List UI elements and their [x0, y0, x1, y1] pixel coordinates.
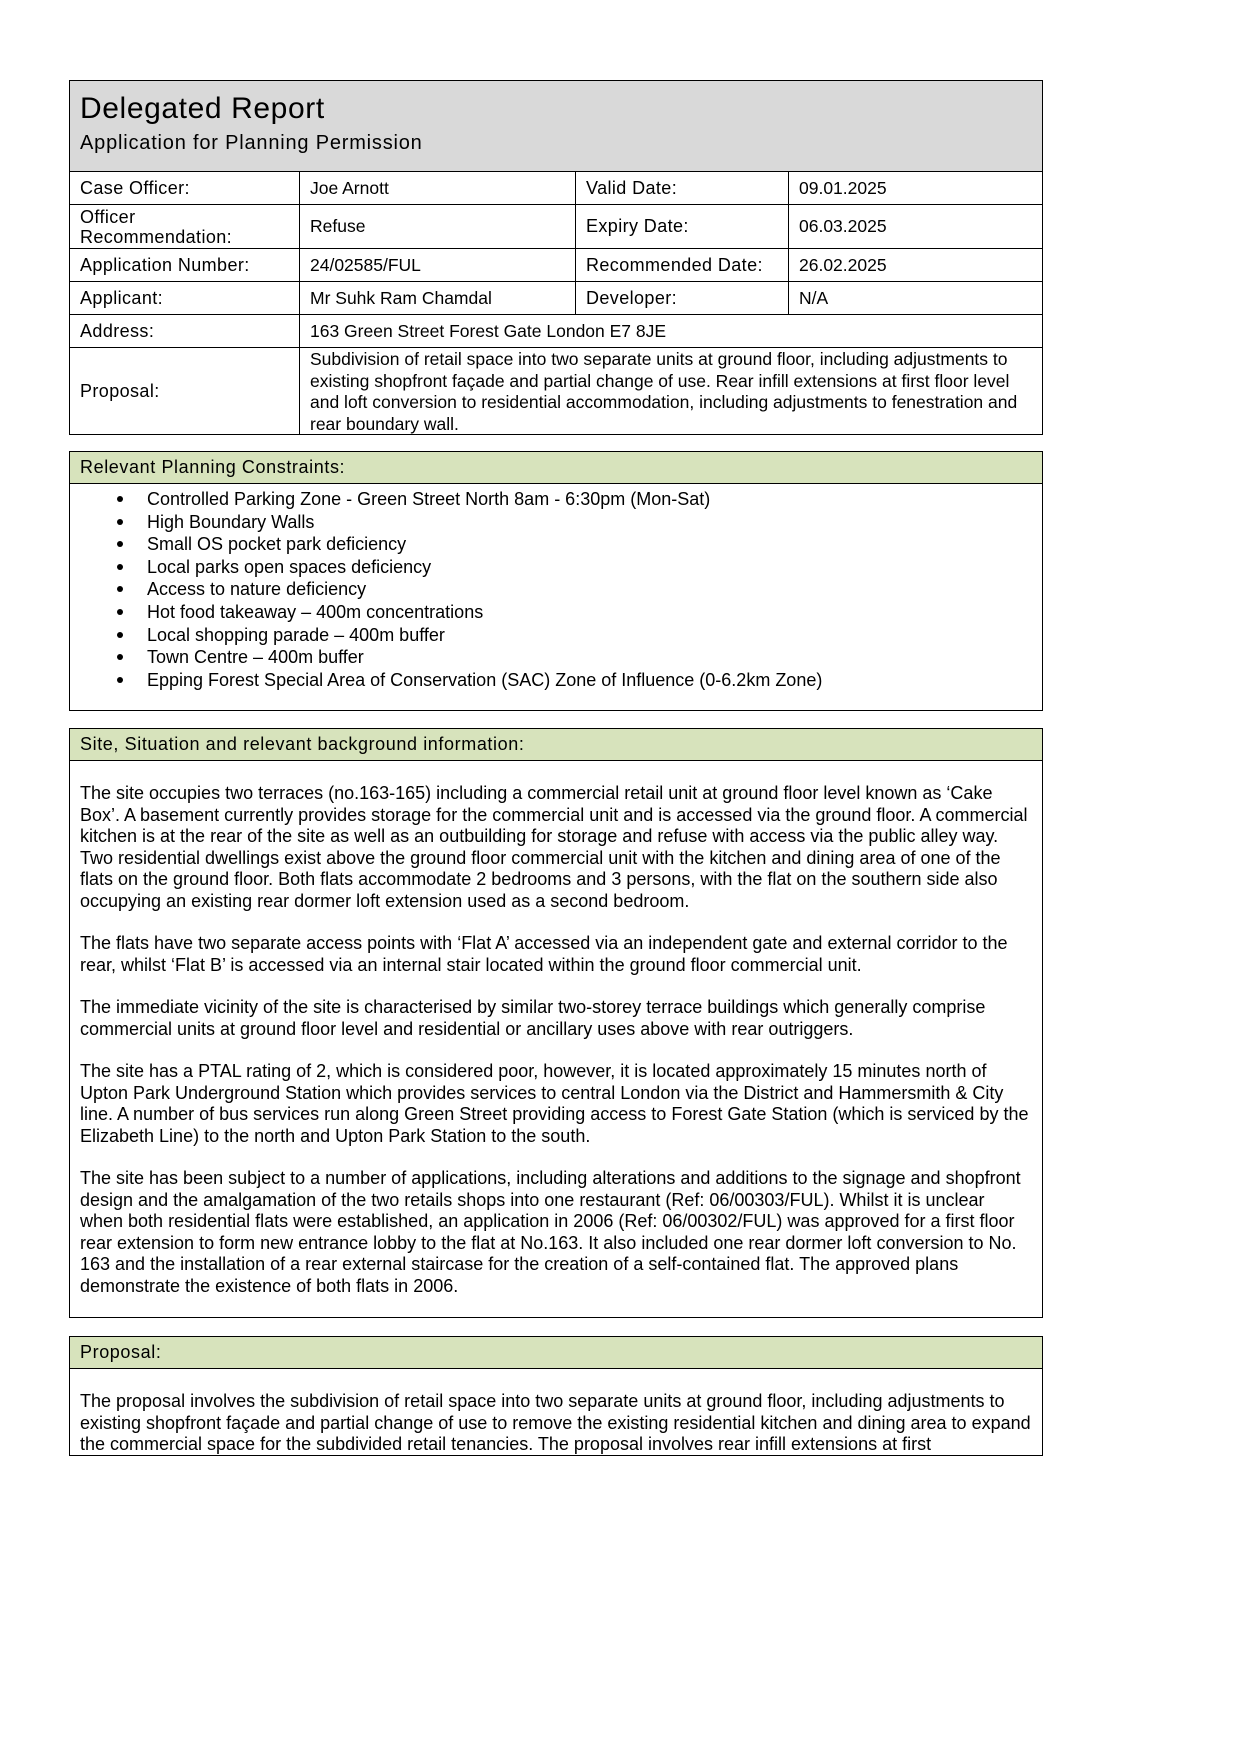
details-row-case-officer — [70, 172, 1042, 205]
valid-date-label: Valid Date: — [576, 172, 789, 204]
application-number-value: 24/02585/FUL — [300, 249, 576, 281]
bullet-icon — [117, 541, 123, 547]
constraint-item: Access to nature deficiency — [70, 578, 1042, 601]
case-officer-label: Case Officer: — [70, 172, 300, 204]
bullet-icon — [117, 586, 123, 592]
developer-value: N/A — [799, 287, 829, 308]
report-details-table — [69, 80, 1043, 435]
address-label: Address: — [70, 315, 300, 347]
proposal-body — [70, 1369, 1042, 1456]
valid-date-value: 09.01.2025 — [799, 177, 887, 198]
bullet-icon — [117, 519, 123, 525]
details-row-address — [70, 315, 1042, 348]
expiry-date-value: 06.03.2025 — [799, 216, 887, 236]
constraints-section — [69, 451, 1043, 711]
constraint-item: Small OS pocket park deficiency — [70, 533, 1042, 556]
constraint-item: High Boundary Walls — [70, 511, 1042, 534]
applicant-label: Applicant: — [70, 282, 300, 314]
expiry-date-label: Expiry Date: — [576, 205, 789, 248]
site-paragraph: The flats have two separate access points with ‘Flat A’ accessed via an independent gate and external corridor to the rear, whilst ‘Flat B’ is accessed via an internal stair located within the ground floor commercial unit. — [80, 933, 1008, 975]
details-row-applicant — [70, 282, 1042, 315]
bullet-icon — [117, 609, 123, 615]
constraints-list — [70, 484, 1042, 691]
bullet-icon — [117, 654, 123, 660]
proposal-value: Subdivision of retail space into two separate units at ground floor, including adjustments to existing shopfront façade and partial change of use. Rear infill extensions at first floor level and loft conversion to residential accommodation, including adjustments to fenestration and rear boundary wall. — [310, 349, 1018, 434]
page-title: Delegated Report — [80, 92, 325, 125]
recommended-date-label: Recommended Date: — [576, 249, 789, 281]
case-officer-value: Joe Arnott — [300, 172, 576, 204]
developer-label: Developer: — [576, 282, 789, 314]
proposal-section — [69, 1336, 1043, 1456]
proposal-paragraph: The proposal involves the subdivision of retail space into two separate units at ground floor, including adjustments to existing shopfront façade and partial change of use to remove the existing residential kitchen and dining area to expand the commercial space for the subdivided retail tenancies. The proposal involves rear infill extensions at first — [80, 1391, 1031, 1454]
constraint-item: Controlled Parking Zone - Green Street North 8am - 6:30pm (Mon-Sat) — [70, 488, 1042, 511]
constraint-item: Epping Forest Special Area of Conservation (SAC) Zone of Influence (0-6.2km Zone) — [70, 669, 1042, 692]
recommended-date-value: 26.02.2025 — [799, 254, 887, 275]
delegated-report-page — [69, 80, 1043, 1454]
site-paragraph: The site has a PTAL rating of 2, which is considered poor, however, it is located approximately 15 minutes north of Upton Park Underground Station which provides services to central London via the District and Hammersmith & City line. A number of bus services run along Green Street providing access to Forest Gate Station (which is serviced by the Elizabeth Line) to the north and Upton Park Station to the south. — [80, 1061, 1029, 1146]
report-title-bar — [70, 81, 1042, 172]
site-paragraph: The immediate vicinity of the site is characterised by similar two-storey terrace buildings which generally comprise commercial units at ground floor level and residential or ancillary uses above with rear outriggers. — [80, 997, 986, 1039]
details-row-proposal — [70, 348, 1042, 434]
constraint-item: Local parks open spaces deficiency — [70, 556, 1042, 579]
bullet-icon — [117, 564, 123, 570]
constraint-item: Local shopping parade – 400m buffer — [70, 624, 1042, 647]
applicant-value: Mr Suhk Ram Chamdal — [300, 282, 576, 314]
bullet-icon — [117, 632, 123, 638]
constraint-item: Town Centre – 400m buffer — [70, 646, 1042, 669]
site-heading: Site, Situation and relevant background information: — [70, 729, 1042, 761]
page-subtitle: Application for Planning Permission — [80, 132, 423, 154]
address-value: 163 Green Street Forest Gate London E7 8JE — [310, 320, 667, 341]
proposal-heading: Proposal: — [70, 1337, 1042, 1369]
bullet-icon — [117, 677, 123, 683]
site-section — [69, 728, 1043, 1318]
constraint-item: Hot food takeaway – 400m concentrations — [70, 601, 1042, 624]
proposal-label: Proposal: — [70, 348, 300, 434]
recommendation-label: Officer Recommendation: — [70, 205, 300, 248]
site-body — [70, 761, 1042, 1297]
bullet-icon — [117, 496, 123, 502]
constraints-heading: Relevant Planning Constraints: — [70, 452, 1042, 484]
site-paragraph: The site occupies two terraces (no.163-165) including a commercial retail unit at ground floor level known as ‘Cake Box’. A basement currently provides storage for the commercial unit and is accessed via the ground floor. A commercial kitchen is at the rear of the site as well as an outbuilding for storage and refuse with access via the public alley way. Two residential dwellings exist above the ground floor commercial unit with the kitchen and dining area of one of the flats on the ground floor. Both flats accommodate 2 bedrooms and 3 persons, with the flat on the southern side also occupying an existing rear dormer loft extension used as a second bedroom. — [80, 783, 1028, 911]
recommendation-value: Refuse — [300, 205, 576, 248]
details-row-application-number — [70, 249, 1042, 282]
details-row-recommendation — [70, 205, 1042, 249]
site-paragraph: The site has been subject to a number of applications, including alterations and additions to the signage and shopfront design and the amalgamation of the two retails shops into one restaurant (Ref: 06/00303/FUL). Whilst it is unclear when both residential flats were established, an application in 2006 (Ref: 06/00302/FUL) was approved for a first floor rear extension to form new entrance lobby to the flat at No.163. It also included one rear dormer loft conversion to No. 163 and the installation of a rear external staircase for the creation of a self-contained flat. The approved plans demonstrate the existence of both flats in 2006. — [80, 1168, 1021, 1296]
application-number-label: Application Number: — [70, 249, 300, 281]
